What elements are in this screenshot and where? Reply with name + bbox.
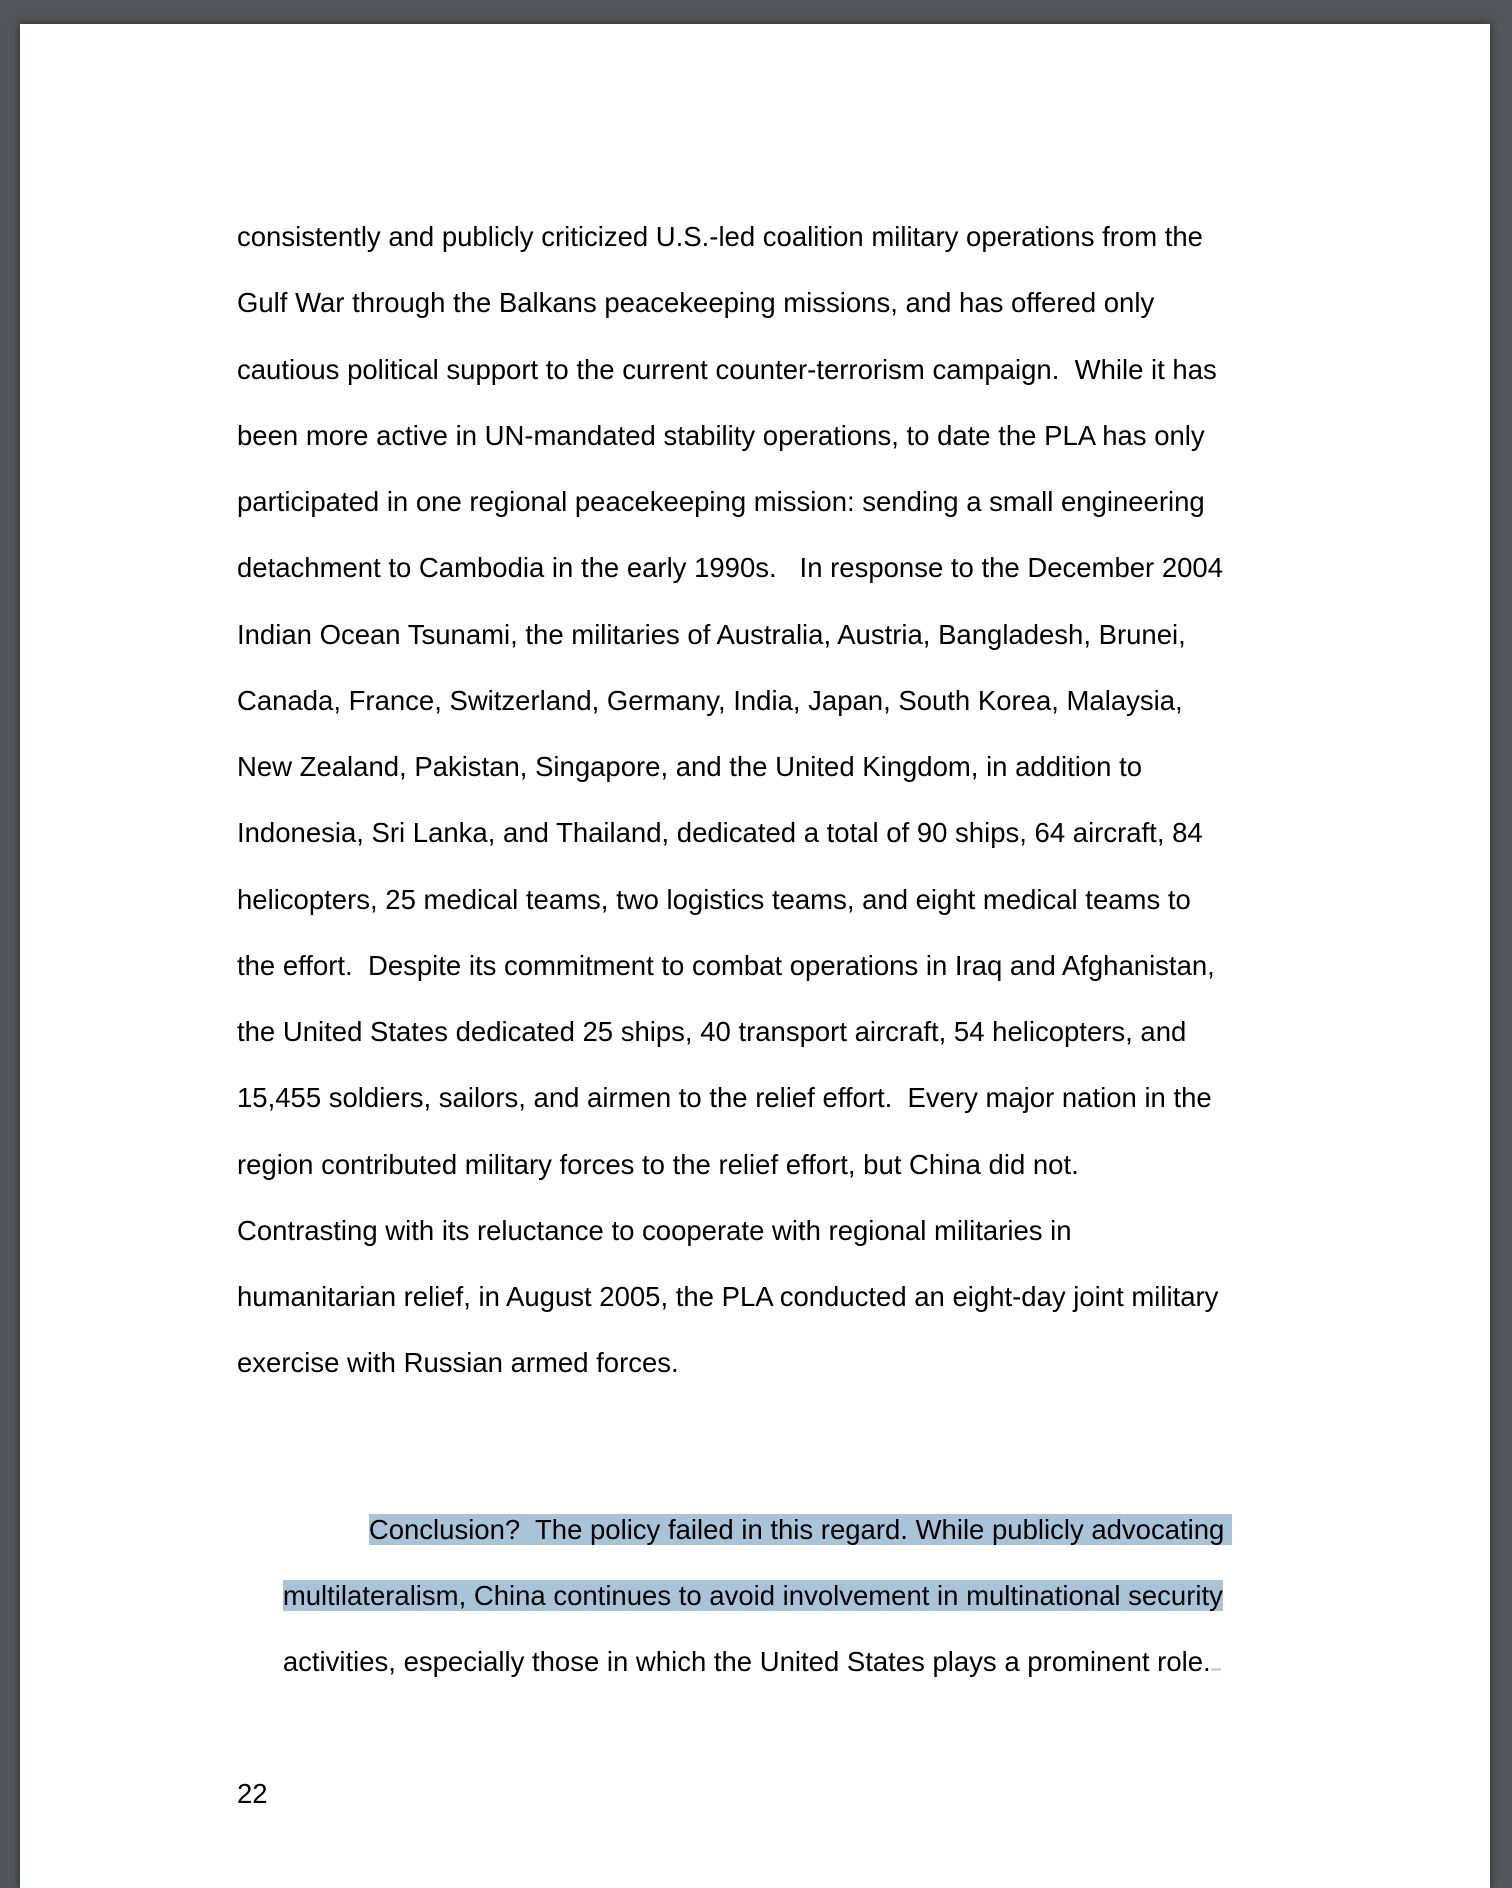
text-line: Indonesia, Sri Lanka, and Thailand, dedicated a total of 90 ships, 64 aircraft, 84 — [237, 817, 1203, 848]
text-line: Contrasting with its reluctance to cooperate with regional militaries in — [237, 1215, 1072, 1246]
text-line: exercise with Russian armed forces. — [237, 1347, 679, 1378]
page-number: 22 — [237, 1778, 268, 1809]
text-line: detachment to Cambodia in the early 1990s. In response to the December 2004 — [237, 552, 1224, 583]
text-line: region contributed military forces to the relief effort, but China did not. — [237, 1149, 1079, 1180]
text-line: the United States dedicated 25 ships, 40 transport aircraft, 54 helicopters, and — [237, 1016, 1187, 1047]
text-line: Indian Ocean Tsunami, the militaries of Australia, Austria, Bangladesh, Brunei, — [237, 619, 1186, 650]
text-line: 15,455 soldiers, sailors, and airmen to the relief effort. Every major nation in the — [237, 1082, 1212, 1113]
text-line: New Zealand, Pakistan, Singapore, and the United Kingdom, in addition to — [237, 751, 1143, 782]
text-line: humanitarian relief, in August 2005, the PLA conducted an eight-day joint military — [237, 1281, 1219, 1312]
document-page — [20, 24, 1490, 1888]
text-line: Canada, France, Switzerland, Germany, India, Japan, South Korea, Malaysia, — [237, 685, 1183, 716]
selection-highlight: Conclusion? The policy failed in this regard. While publicly advocating — [368, 1514, 1232, 1545]
selection-highlight: multilateralism, China continues to avoid involvement in multinational security — [282, 1580, 1223, 1611]
text-line: cautious political support to the current counter-terrorism campaign. While it has — [237, 354, 1217, 385]
conclusion-line[interactable] — [237, 1611, 1221, 1713]
text-line: Gulf War through the Balkans peacekeeping missions, and has offered only — [237, 287, 1155, 318]
text-line: been more active in UN-mandated stability operations, to date the PLA has only — [237, 420, 1205, 451]
selection-end-marker — [1211, 1668, 1221, 1671]
text-line: participated in one regional peacekeeping mission: sending a small engineering — [237, 486, 1205, 517]
text-line: the effort. Despite its commitment to combat operations in Iraq and Afghanistan, — [237, 950, 1215, 981]
conclusion-text: activities, especially those in which the United States plays a prominent role. — [282, 1646, 1211, 1677]
text-line: consistently and publicly criticized U.S.-led coalition military operations from the — [237, 221, 1203, 252]
text-line: helicopters, 25 medical teams, two logistics teams, and eight medical teams to — [237, 884, 1191, 915]
